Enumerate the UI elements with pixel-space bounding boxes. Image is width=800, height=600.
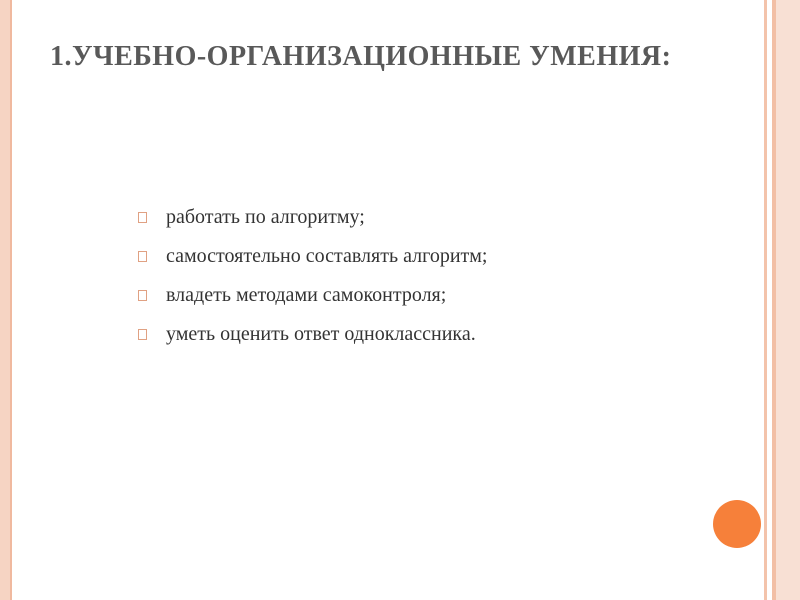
bullet-text: самостоятельно составлять алгоритм;: [166, 245, 488, 267]
list-item: [138, 276, 738, 315]
bullet-text: уметь оценить ответ одноклассника.: [166, 323, 476, 345]
orange-circle-decoration: [713, 500, 761, 548]
square-outline-icon: [138, 251, 147, 262]
list-item: [138, 198, 738, 237]
square-outline-icon: [138, 212, 147, 223]
list-item: [138, 315, 738, 354]
slide-title: 1.УЧЕБНО-ОРГАНИЗАЦИОННЫЕ УМЕНИЯ:: [50, 41, 672, 72]
square-outline-icon: [138, 329, 147, 340]
left-border-stripe: [0, 0, 10, 600]
bullet-list: [138, 198, 738, 354]
left-border-line: [10, 0, 12, 600]
list-item: [138, 237, 738, 276]
bullet-text: владеть методами самоконтроля;: [166, 284, 447, 306]
right-border-stripe: [776, 0, 800, 600]
square-outline-icon: [138, 290, 147, 301]
bullet-text: работать по алгоритму;: [166, 206, 365, 228]
